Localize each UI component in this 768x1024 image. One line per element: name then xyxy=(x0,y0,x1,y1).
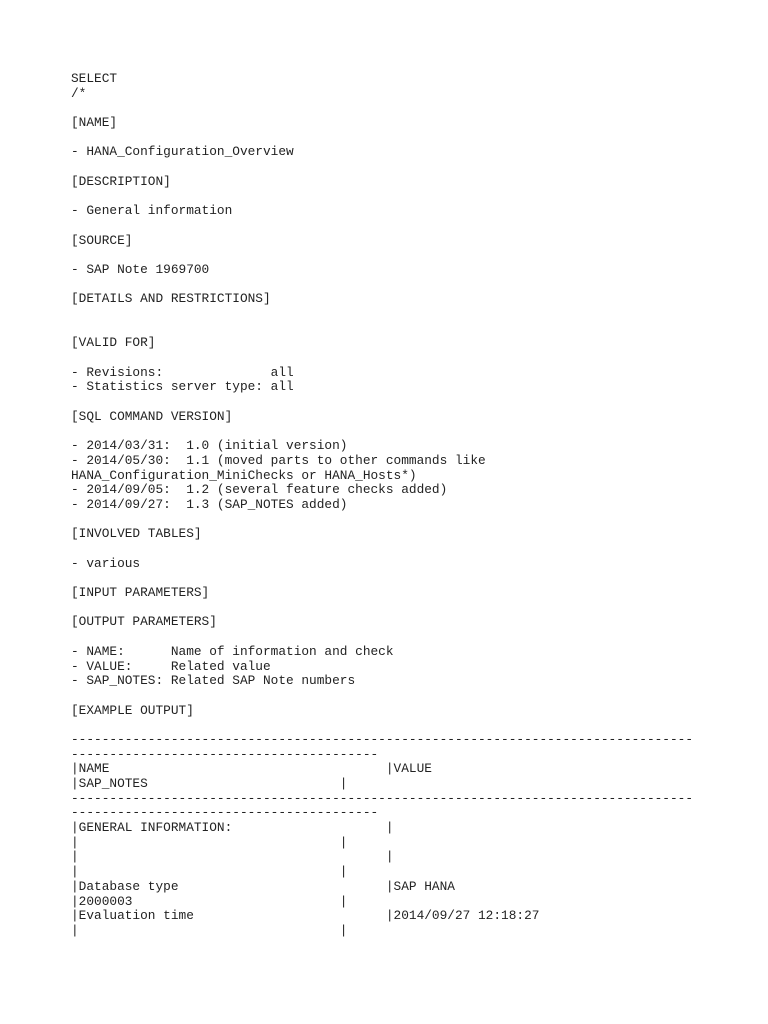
document-line xyxy=(71,513,761,528)
document-line xyxy=(71,630,761,645)
document-line: - SAP Note 1969700 xyxy=(71,261,210,277)
document-line: - various xyxy=(71,555,141,571)
document-line: - 2014/09/05: 1.2 (several feature checks added) xyxy=(71,482,448,498)
document-line: - 2014/05/30: 1.1 (moved parts to other commands like xyxy=(71,452,486,468)
document-line: ---------------------------------------- xyxy=(71,746,379,762)
document-line xyxy=(71,219,761,234)
document-line: |Database type |SAP HANA xyxy=(71,878,455,894)
document-line xyxy=(71,395,761,410)
document-line: |GENERAL INFORMATION: | xyxy=(71,820,394,836)
document-line: [OUTPUT PARAMETERS] xyxy=(71,614,217,630)
document-line: | | xyxy=(71,922,348,938)
document-line: - 2014/09/27: 1.3 (SAP_NOTES added) xyxy=(71,496,348,512)
document-line xyxy=(71,351,761,366)
document-line: - NAME: Name of information and check xyxy=(71,643,394,659)
document-line: |Evaluation time |2014/09/27 12:18:27 xyxy=(71,908,540,924)
document-line: [VALID FOR] xyxy=(71,335,156,351)
document-line: HANA_Configuration_MiniChecks or HANA_Hosts*) xyxy=(71,467,417,483)
document-line: |SAP_NOTES | xyxy=(71,776,348,791)
document-line: ---------------------------------------- xyxy=(71,805,379,821)
document-line: [SQL COMMAND VERSION] xyxy=(71,408,233,424)
document-line: | | xyxy=(71,849,394,865)
document-line: |2000003 | xyxy=(71,893,348,909)
document-line: --------------------------------------------------------------------------------- xyxy=(71,731,694,747)
document-line xyxy=(71,190,761,205)
document-line: --------------------------------------------------------------------------------- xyxy=(71,790,694,806)
document-line xyxy=(71,542,761,557)
document-line: [INVOLVED TABLES] xyxy=(71,526,202,542)
document-line: [DETAILS AND RESTRICTIONS] xyxy=(71,291,271,307)
document-line xyxy=(71,718,761,733)
document-line xyxy=(71,131,761,146)
document-line xyxy=(71,160,761,175)
document-line xyxy=(71,278,761,293)
document-line: [NAME] xyxy=(71,115,118,131)
document-line: [SOURCE] xyxy=(71,232,133,248)
document-line: [EXAMPLE OUTPUT] xyxy=(71,702,194,718)
document-line xyxy=(71,571,761,586)
document-line: - Statistics server type: all xyxy=(71,379,294,395)
document-line: | | xyxy=(71,864,348,880)
document-line xyxy=(71,601,761,616)
document-line: |NAME |VALUE xyxy=(71,761,432,777)
document-line xyxy=(71,322,761,337)
document-line xyxy=(71,101,761,116)
document-line: - HANA_Configuration_Overview xyxy=(71,144,294,160)
document-line: - 2014/03/31: 1.0 (initial version) xyxy=(71,438,348,454)
document-line: - VALUE: Related value xyxy=(71,658,271,674)
document-text xyxy=(71,72,761,939)
document-line: - SAP_NOTES: Related SAP Note numbers xyxy=(71,673,356,689)
document-line: | | xyxy=(71,834,348,850)
document-line: [INPUT PARAMETERS] xyxy=(71,585,210,601)
document-line xyxy=(71,307,761,322)
document-line: [DESCRIPTION] xyxy=(71,173,171,189)
document-line: SELECT xyxy=(71,72,118,86)
document-line xyxy=(71,425,761,440)
document-line: /* xyxy=(71,85,87,101)
document-line xyxy=(71,689,761,704)
document-line: - General information xyxy=(71,203,233,219)
document-line xyxy=(71,248,761,263)
document-line: - Revisions: all xyxy=(71,364,294,380)
